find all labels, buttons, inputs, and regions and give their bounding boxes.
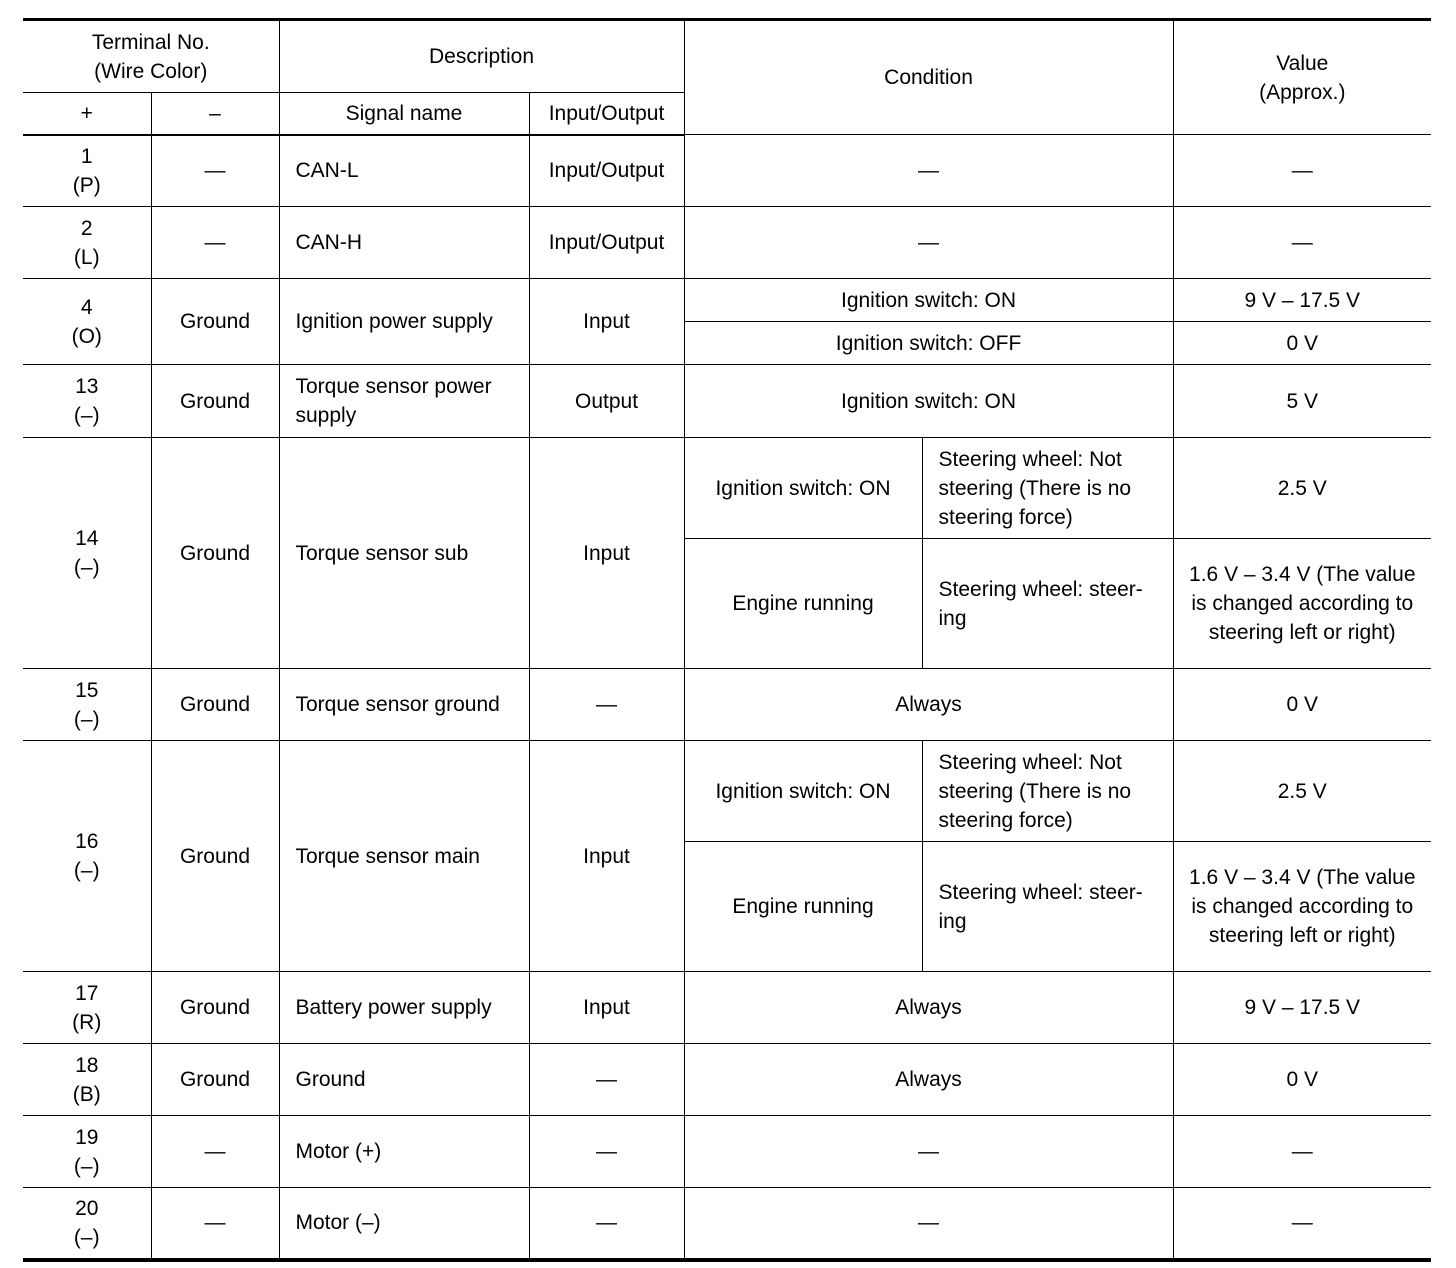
signal-name: CAN-H [279, 207, 529, 279]
terminal-number: 17 [75, 981, 99, 1005]
wire-color: (P) [72, 173, 101, 197]
condition: Always [684, 669, 1173, 741]
condition: — [684, 1116, 1173, 1188]
wire-color: (–) [73, 859, 100, 882]
header-signal-name: Signal name [279, 93, 529, 135]
terminal-cell [23, 741, 151, 972]
sub-condition: Steering wheel: steer-ing [922, 842, 1173, 972]
header-value-label: Value [1276, 51, 1329, 75]
condition: — [684, 207, 1173, 279]
wire-color: (B) [72, 1082, 101, 1106]
terminal-cell [23, 365, 151, 438]
minus-terminal: Ground [151, 741, 279, 972]
input-output: Input/Output [529, 135, 684, 207]
terminal-cell [23, 669, 151, 741]
table-row [23, 972, 1431, 1044]
header-terminal-no-label: Terminal No. [91, 30, 210, 54]
input-output: Output [529, 365, 684, 438]
terminal-number: 1 [80, 144, 93, 168]
minus-terminal: — [151, 1116, 279, 1188]
signal-name: Ground [279, 1044, 529, 1116]
terminal-number: 4 [80, 295, 93, 319]
value: 0 V [1173, 1044, 1431, 1116]
sub-condition: Steering wheel: steer-ing [922, 539, 1173, 669]
terminal-number: 14 [75, 527, 99, 550]
wire-color: (R) [72, 1010, 102, 1034]
condition: Always [684, 1044, 1173, 1116]
terminal-number: 20 [75, 1196, 99, 1220]
terminal-cell [23, 135, 151, 207]
value: 2.5 V [1173, 741, 1431, 842]
signal-name: CAN-L [279, 135, 529, 207]
input-output: Input [529, 279, 684, 365]
value: — [1173, 1116, 1431, 1188]
minus-terminal: — [151, 207, 279, 279]
value: 9 V – 17.5 V [1173, 972, 1431, 1044]
sub-condition: Steering wheel: Not steering (There is no steering force) [922, 438, 1173, 539]
table-row [23, 135, 1431, 207]
terminal-cell [23, 207, 151, 279]
condition: — [684, 1188, 1173, 1260]
terminal-cell [23, 972, 151, 1044]
minus-terminal: Ground [151, 669, 279, 741]
wire-color: (L) [73, 245, 100, 269]
minus-terminal: Ground [151, 1044, 279, 1116]
terminal-spec-table [23, 18, 1431, 1262]
wire-color: (–) [73, 707, 100, 731]
table-row [23, 1116, 1431, 1188]
signal-name: Torque sensor main [279, 741, 529, 972]
minus-terminal: Ground [151, 972, 279, 1044]
header-condition: Condition [684, 20, 1173, 135]
minus-terminal: Ground [151, 365, 279, 438]
table-row [23, 669, 1431, 741]
header-terminal-no [23, 20, 279, 93]
condition: Engine running [684, 539, 922, 669]
table-row [23, 438, 1431, 539]
signal-name: Battery power supply [279, 972, 529, 1044]
value: 1.6 V – 3.4 V (The value is changed according to steering left or right) [1173, 842, 1431, 972]
input-output: Input/Output [529, 207, 684, 279]
value: 0 V [1173, 669, 1431, 741]
table-row [23, 207, 1431, 279]
terminal-number: 13 [75, 375, 99, 398]
condition: Ignition switch: ON [684, 741, 922, 842]
signal-name: Torque sensor ground [279, 669, 529, 741]
wire-color: (–) [73, 556, 100, 579]
condition: Ignition switch: ON [684, 438, 922, 539]
signal-name: Motor (–) [279, 1188, 529, 1260]
header-input-output: Input/Output [529, 93, 684, 135]
input-output: — [529, 669, 684, 741]
wire-color: (O) [71, 324, 102, 348]
header-minus: – [151, 93, 279, 135]
signal-name: Motor (+) [279, 1116, 529, 1188]
signal-name: Torque sensor sub [279, 438, 529, 669]
header-wire-color-label: (Wire Color) [94, 59, 208, 83]
condition: Engine running [684, 842, 922, 972]
terminal-cell [23, 438, 151, 669]
condition: Ignition switch: OFF [684, 322, 1173, 365]
value: 1.6 V – 3.4 V (The value is changed according to steering left or right) [1173, 539, 1431, 669]
value: 5 V [1173, 365, 1431, 438]
header-value [1173, 20, 1431, 135]
header-plus: + [23, 93, 151, 135]
input-output: Input [529, 972, 684, 1044]
minus-terminal: — [151, 1188, 279, 1260]
terminal-cell [23, 1116, 151, 1188]
minus-terminal: Ground [151, 438, 279, 669]
table-row [23, 1188, 1431, 1260]
terminal-number: 19 [75, 1125, 99, 1149]
table-row [23, 365, 1431, 438]
minus-terminal: Ground [151, 279, 279, 365]
value: 0 V [1173, 322, 1431, 365]
header-description: Description [279, 20, 684, 93]
table-row [23, 1044, 1431, 1116]
input-output: — [529, 1116, 684, 1188]
value: — [1173, 1188, 1431, 1260]
table-row [23, 279, 1431, 322]
terminal-cell [23, 1044, 151, 1116]
input-output: — [529, 1188, 684, 1260]
wire-color: (–) [73, 1154, 100, 1178]
signal-name: Torque sensor power supply [279, 365, 529, 438]
terminal-cell [23, 1188, 151, 1260]
terminal-number: 15 [75, 678, 99, 702]
terminal-number: 16 [75, 830, 99, 853]
input-output: — [529, 1044, 684, 1116]
input-output: Input [529, 438, 684, 669]
terminal-number: 2 [80, 216, 93, 240]
value: 9 V – 17.5 V [1173, 279, 1431, 322]
signal-name: Ignition power supply [279, 279, 529, 365]
sub-condition: Steering wheel: Not steering (There is no steering force) [922, 741, 1173, 842]
condition: — [684, 135, 1173, 207]
terminal-number: 18 [75, 1053, 99, 1077]
table-row [23, 741, 1431, 842]
condition: Always [684, 972, 1173, 1044]
input-output: Input [529, 741, 684, 972]
condition: Ignition switch: ON [684, 279, 1173, 322]
terminal-cell [23, 279, 151, 365]
value: — [1173, 207, 1431, 279]
value: 2.5 V [1173, 438, 1431, 539]
value: — [1173, 135, 1431, 207]
condition: Ignition switch: ON [684, 365, 1173, 438]
wire-color: (–) [73, 404, 100, 427]
minus-terminal: — [151, 135, 279, 207]
wire-color: (–) [73, 1225, 100, 1249]
header-value-approx-label: (Approx.) [1259, 80, 1346, 104]
